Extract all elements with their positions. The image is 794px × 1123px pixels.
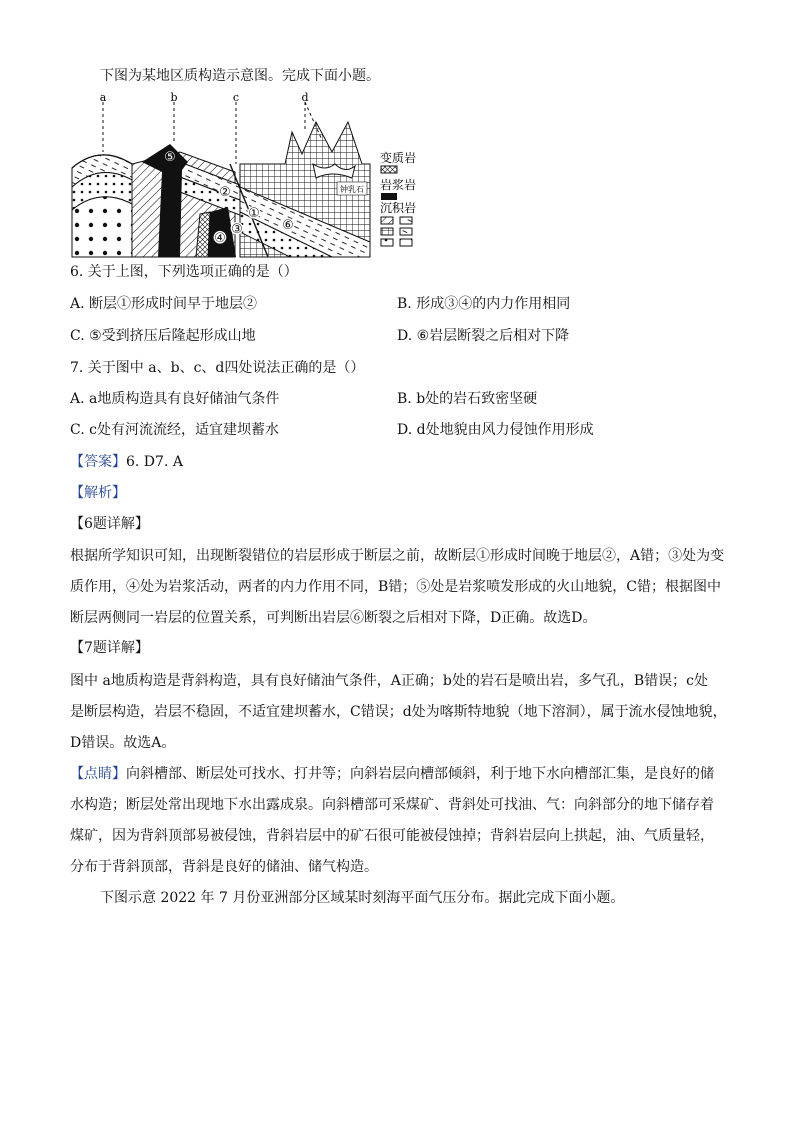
marker-1: ① xyxy=(248,206,260,221)
q6-stem: 6. 关于上图，下列选项正确的是（） xyxy=(70,264,298,280)
q6-option-a: A. 断层①形成时间早于地层② xyxy=(70,296,258,312)
detail7-line: D错误。故选A。 xyxy=(70,735,176,751)
label-c: c xyxy=(232,92,240,104)
answer-text: 6. D7. A xyxy=(126,454,183,470)
analysis-tag: 【解析】 xyxy=(70,485,126,501)
detail7-tag: 【7题详解】 xyxy=(70,640,149,656)
legend xyxy=(380,150,416,246)
tip-line: 水构造；断层处常出现地下水出露成泉。向斜槽部可采煤矿、背斜处可找油、气：向斜部分的地下储存着 xyxy=(70,797,714,813)
marker-3: ③ xyxy=(231,222,243,237)
q6-option-c: C. ⑤受到挤压后隆起形成山地 xyxy=(70,328,256,344)
tip-text: 向斜槽部、断层处可找水、打井等；向斜岩层向槽部倾斜，利于地下水向槽部汇集，是良好的储 xyxy=(126,766,714,782)
answer-tag: 【答案】 xyxy=(70,454,126,470)
answer-line xyxy=(70,452,183,472)
tip-line: 分布于背斜顶部，背斜是良好的储油、储气构造。 xyxy=(70,859,378,875)
anticline-strata xyxy=(72,155,132,257)
legend-metamorphic: 变质岩 xyxy=(380,151,417,165)
q7-stem: 7. 关于图中 a、b、c、d四处说法正确的是（） xyxy=(70,360,365,376)
detail6-line: 质作用，④处为岩浆活动，两者的内力作用不同，B错；⑤处是岩浆喷发形成的火山地貌，C错；根据图中 xyxy=(70,579,721,595)
q7-option-a: A. a地质构造具有良好储油气条件 xyxy=(70,391,280,407)
label-d: d xyxy=(301,92,309,104)
tip-tag: 【点睛】 xyxy=(70,766,126,782)
q6-option-d: D. ⑥岩层断裂之后相对下降 xyxy=(397,328,570,344)
q7-option-b: B. b处的岩石致密坚硬 xyxy=(397,391,538,407)
geologic-structure-diagram xyxy=(70,92,430,260)
q7-option-c: C. c处有河流流经，适宜建坝蓄水 xyxy=(70,422,279,438)
label-a: a xyxy=(99,92,107,104)
marker-4: ④ xyxy=(214,231,226,246)
tip-line-first xyxy=(70,764,714,784)
intro-text: 下图为某地区质构造示意图。完成下面小题。 xyxy=(100,68,380,84)
detail7-line: 图中 a地质构造是背斜构造，具有良好储油气条件，A正确；b处的岩石是喷出岩，多气孔，B错误；c处 xyxy=(70,673,708,689)
marker-5: ⑤ xyxy=(164,150,176,165)
detail6-tag: 【6题详解】 xyxy=(70,516,149,532)
legend-sedimentary: 沉积岩 xyxy=(380,201,417,215)
tip-line: 煤矿，因为背斜顶部易被侵蚀，背斜岩层中的矿石很可能被侵蚀掉；背斜岩层向上拱起，油、气质量轻， xyxy=(70,828,714,844)
detail6-line: 根据所学知识可知，出现断裂错位的岩层形成于断层之前，故断层①形成时间晚于地层②，A错；③处为变 xyxy=(70,548,725,564)
q7-option-d: D. d处地貌由风力侵蚀作用形成 xyxy=(397,422,594,438)
detail6-line: 断层两侧同一岩层的位置关系，可判断出岩层⑥断裂之后相对下降，D正确。故选D。 xyxy=(70,610,597,626)
next-intro: 下图示意 2022 年 7 月份亚洲部分区域某时刻海平面气压分布。据此完成下面小题。 xyxy=(100,890,625,906)
q6-option-b: B. 形成③④的内力作用相同 xyxy=(397,296,571,312)
label-b: b xyxy=(170,92,178,104)
legend-igneous: 岩浆岩 xyxy=(380,178,417,192)
stalactite-label: 钟乳石 xyxy=(340,185,364,194)
detail7-line: 是断层构造，岩层不稳固，不适宜建坝蓄水，C错误；d处为喀斯特地貌（地下溶洞），属于流水侵蚀地貌， xyxy=(70,704,727,720)
marker-6: ⑥ xyxy=(282,218,294,233)
marker-2: ② xyxy=(219,185,231,200)
